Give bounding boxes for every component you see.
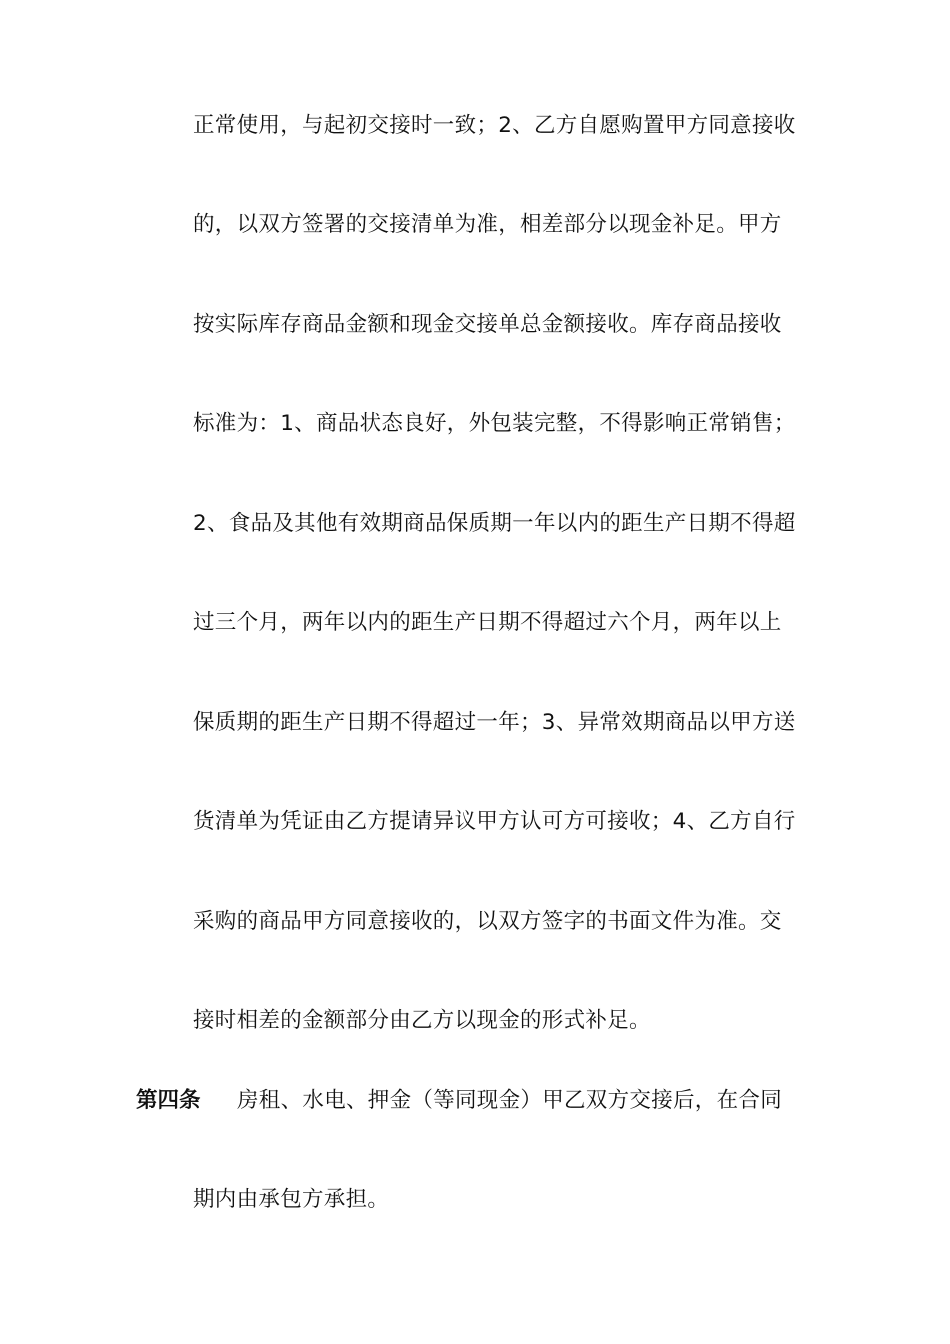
article-4-text: 房租、水电、押金（等同现金）甲乙双方交接后，在合同 (237, 1088, 783, 1113)
paragraph-line-10: 接时相差的金额部分由乙方以现金的形式补足。 (193, 1008, 651, 1033)
paragraph-line-2: 的，以双方签署的交接清单为准，相差部分以现金补足。甲方 (193, 212, 782, 237)
article-4-heading: 第四条 (136, 1088, 201, 1113)
paragraph-line-4: 标准为：1、商品状态良好，外包装完整，不得影响正常销售； (193, 411, 796, 436)
paragraph-line-9: 采购的商品甲方同意接收的，以双方签字的书面文件为准。交 (193, 909, 782, 934)
paragraph-line-5: 2、食品及其他有效期商品保质期一年以内的距生产日期不得超 (193, 511, 796, 536)
paragraph-line-1: 正常使用，与起初交接时一致；2、乙方自愿购置甲方同意接收 (193, 113, 796, 138)
paragraph-line-3: 按实际库存商品金额和现金交接单总金额接收。库存商品接收 (193, 312, 782, 337)
paragraph-line-8: 货清单为凭证由乙方提请异议甲方认可方可接收；4、乙方自行 (193, 809, 796, 834)
paragraph-line-6: 过三个月，两年以内的距生产日期不得超过六个月，两年以上 (193, 610, 782, 635)
article-4-continuation: 期内由承包方承担。 (193, 1187, 390, 1212)
paragraph-line-7: 保质期的距生产日期不得超过一年；3、异常效期商品以甲方送 (193, 710, 796, 735)
